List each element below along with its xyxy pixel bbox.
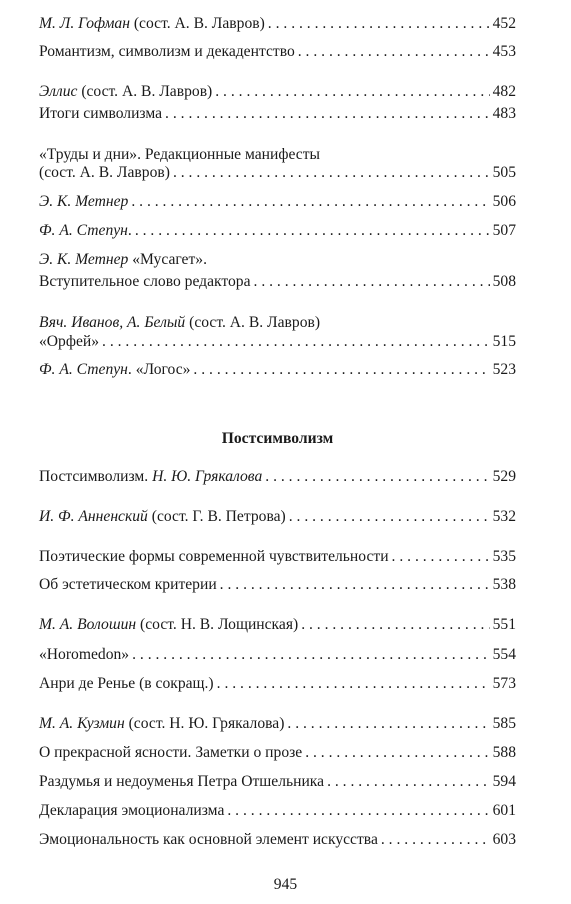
toc-entry-hermit: [39, 771, 516, 793]
leader-dots: [327, 771, 490, 793]
entry-title: Раздумья и недоуменья Петра Отшельника: [39, 773, 325, 790]
author-name: Эллис: [39, 83, 78, 100]
page-number: 523: [492, 361, 516, 378]
page-number: 505: [492, 164, 516, 181]
toc-entry-aesthetic: [39, 574, 516, 596]
toc-entry-poetic-forms: [39, 546, 516, 568]
toc-entry-trudy-line1: «Труды и дни». Редакционные манифесты: [39, 146, 320, 163]
page-number: 554: [492, 646, 516, 663]
page-number: 483: [492, 105, 516, 122]
author-name: Вяч. Иванов, А. Белый: [39, 314, 186, 331]
leader-dots: [193, 359, 489, 381]
toc-entry-orfei: [39, 331, 516, 353]
toc-entry-postsymbolism: [39, 466, 516, 488]
punctuation: .: [127, 222, 132, 239]
entry-title: Анри де Ренье (в сокращ.): [39, 675, 214, 692]
entry-title: . «Логос»: [127, 361, 191, 378]
entry-title: Вступительное слово редактора: [39, 273, 251, 290]
toc-entry-ellis: [39, 81, 516, 103]
leader-dots: [131, 191, 489, 213]
leader-dots: [132, 644, 490, 666]
author-name: Ф. А. Степун: [39, 222, 128, 239]
leader-dots: [381, 829, 490, 851]
page-number: 601: [492, 802, 516, 819]
toc-entry-renier: [39, 673, 516, 695]
toc-entry-logos: [39, 359, 516, 381]
leader-dots: [254, 271, 490, 293]
toc-entry-clarity: [39, 742, 516, 764]
compiler-note: (сост. Н. Ю. Грякалова): [124, 715, 285, 732]
leader-dots: [301, 614, 489, 636]
entry-title: Декларация эмоционализма: [39, 802, 225, 819]
toc-entry-emotionality: [39, 829, 516, 851]
compiler-note: (сост. А. В. Лавров): [185, 314, 321, 331]
toc-entry-romanticism: [39, 41, 516, 63]
page-number: 588: [492, 744, 516, 761]
author-name: Ф. А. Степун: [39, 361, 128, 378]
toc-entry-voloshin: [39, 614, 516, 636]
leader-dots: [265, 466, 489, 488]
page-number: 573: [492, 675, 516, 692]
leader-dots: [215, 81, 489, 103]
leader-dots: [287, 713, 489, 735]
leader-dots: [135, 220, 490, 242]
page-number: 535: [492, 548, 516, 565]
section-heading: Постсимволизм: [221, 430, 334, 447]
leader-dots: [227, 800, 489, 822]
author-name: М. Л. Гофман: [39, 15, 130, 32]
page-number: 452: [492, 15, 516, 32]
page-number: 585: [492, 715, 516, 732]
page-number: 529: [492, 468, 516, 485]
page-number: 453: [492, 43, 516, 60]
toc-entry-musaget-line1: [39, 249, 207, 271]
leader-dots: [173, 162, 490, 184]
entry-title: Поэтические формы современной чувствительности: [39, 548, 389, 565]
toc-entry-horomedon: [39, 644, 516, 666]
leader-dots: [268, 13, 490, 35]
toc-entry-annensky: [39, 506, 516, 528]
entry-title: О прекрасной ясности. Заметки о прозе: [39, 744, 303, 761]
entry-title: Итоги символизма: [39, 105, 163, 122]
compiler-note: (сост. А. В. Лавров): [129, 15, 265, 32]
toc-entry-musaget: [39, 271, 516, 293]
leader-dots: [298, 41, 490, 63]
toc-entry-gofman: [39, 13, 516, 35]
toc-entry-kuzmin: [39, 713, 516, 735]
author-name: М. А. Волошин: [39, 616, 137, 633]
page-number: 515: [492, 333, 516, 350]
author-name: М. А. Кузмин: [39, 715, 125, 732]
page-number: 508: [492, 273, 516, 290]
entry-title: «Мусагет».: [128, 251, 207, 268]
compiler-note: (сост. А. В. Лавров): [77, 83, 213, 100]
page-number: 507: [492, 222, 516, 239]
compiler-note: (сост. Г. В. Петрова): [147, 508, 286, 525]
toc-entry-metner: [39, 191, 516, 213]
toc-entry-stepun: [39, 220, 516, 242]
page-folio: 945: [273, 876, 298, 893]
author-name: Н. Ю. Грякалова: [152, 468, 263, 485]
page-number: 506: [492, 193, 516, 210]
page-number: 532: [492, 508, 516, 525]
entry-title: Постсимволизм.: [39, 468, 153, 485]
toc-entry-emotionalism: [39, 800, 516, 822]
leader-dots: [217, 673, 490, 695]
leader-dots: [220, 574, 490, 596]
leader-dots: [102, 331, 490, 353]
entry-title: Эмоциональность как основной элемент искусства: [39, 831, 378, 848]
leader-dots: [165, 103, 490, 125]
page-number: 603: [492, 831, 516, 848]
author-name: Э. К. Метнер: [39, 251, 129, 268]
entry-title: Романтизм, символизм и декадентство: [39, 43, 295, 60]
leader-dots: [392, 546, 490, 568]
entry-title: «Орфей»: [39, 333, 100, 350]
page-number: 551: [492, 616, 516, 633]
author-name: И. Ф. Анненский: [39, 508, 148, 525]
leader-dots: [305, 742, 489, 764]
page-number: 482: [492, 83, 516, 100]
toc-entry-itogi: [39, 103, 516, 125]
page-number: 594: [492, 773, 516, 790]
page-number: 538: [492, 576, 516, 593]
leader-dots: [289, 506, 490, 528]
compiler-note: (сост. А. В. Лавров): [39, 164, 170, 181]
author-name: Э. К. Метнер: [39, 193, 129, 210]
entry-title: «Horomedon»: [39, 646, 130, 663]
compiler-note: (сост. Н. В. Лощинская): [136, 616, 299, 633]
entry-title: Об эстетическом критерии: [39, 576, 217, 593]
toc-entry-trudy: [39, 162, 516, 184]
